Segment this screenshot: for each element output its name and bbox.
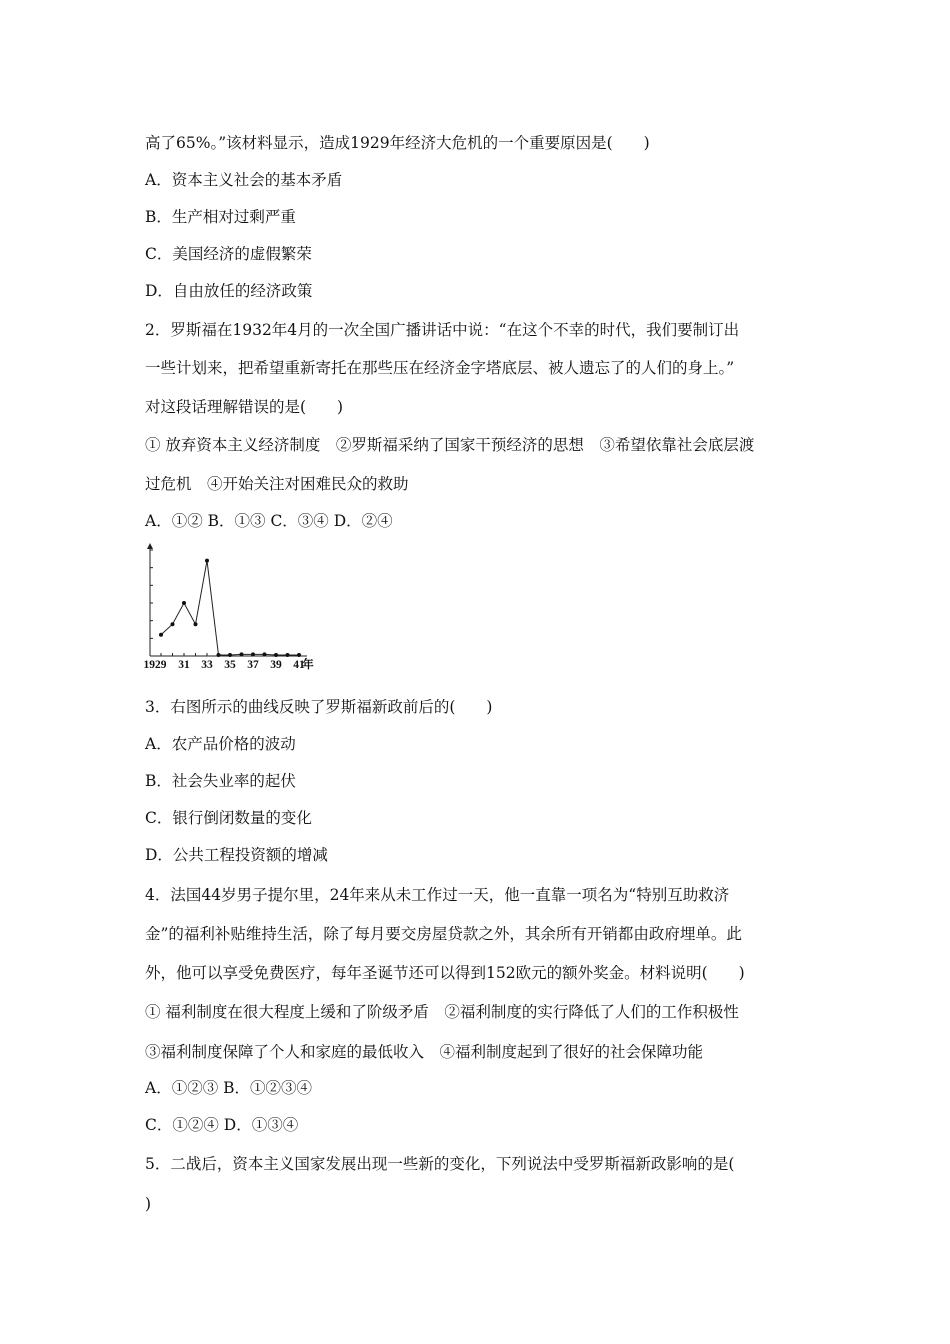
text-line: 2．罗斯福在1932年4月的一次全国广播讲话中说：“在这个不幸的时代，我们要制订出 [145,321,740,339]
text-line: A．资本主义社会的基本矛盾 [145,171,343,189]
text-line: 5．二战后，资本主义国家发展出现一些新的变化，下列说法中受罗斯福新政影响的是( [145,1155,735,1173]
data-point [228,653,232,657]
text-line: 一些计划来，把希望重新寄托在那些压在经济金字塔底层、被人遗忘了的人们的身上。” [145,359,735,377]
chart-series-line [161,561,299,655]
x-tick-label: 35 [224,659,236,671]
x-tick-label: 33 [201,659,213,671]
x-tick-label: 1929 [143,659,167,671]
data-point [297,653,301,657]
data-point [240,652,244,656]
text-line: B．社会失业率的起伏 [145,772,296,790]
text-line: D．自由放任的经济政策 [145,282,313,300]
text-line: 对这段话理解错误的是( ) [145,398,344,416]
chart-points [159,559,301,657]
data-point [263,652,267,656]
text-line: 过危机 ④开始关注对困难民众的救助 [145,475,409,493]
data-point [171,622,175,626]
text-line: 高了65%。”该材料显示，造成1929年经济大危机的一个重要原因是( ) [145,134,650,152]
line-chart [140,540,340,675]
data-point [286,653,290,657]
text-line: C．①②④ D．①③④ [145,1116,299,1134]
text-line: A．①②③ B．①②③④ [145,1079,313,1097]
y-axis-arrow [147,543,153,549]
data-point [159,633,163,637]
x-axis-unit: 年 [302,659,314,671]
text-line: D．公共工程投资额的增减 [145,846,328,864]
data-point [205,559,209,563]
chart-axes [147,543,307,656]
text-line: 外，他可以享受免费医疗，每年圣诞节还可以得到152欧元的额外奖金。材料说明( ) [145,964,745,982]
chart-tick-labels [144,657,315,671]
data-point [274,653,278,657]
data-point [217,653,221,657]
text-line: C．美国经济的虚假繁荣 [145,245,312,263]
text-line: A．农产品价格的波动 [145,735,296,753]
text-line: 金”的福利补贴维持生活，除了每月要交房屋贷款之外，其余所有开销都由政府埋单。此 [145,925,742,943]
data-point [251,652,255,656]
series-line [161,561,299,655]
text-line: ① 福利制度在很大程度上缓和了阶级矛盾 ②福利制度的实行降低了人们的工作积极性 [145,1003,739,1021]
text-line: ① 放弃资本主义经济制度 ②罗斯福采纳了国家干预经济的思想 ③希望依靠社会底层渡 [145,436,755,454]
data-point [194,622,198,626]
x-tick-label: 31 [178,659,190,671]
text-line: A．①② B．①③ C．③④ D．②④ [145,512,393,530]
text-line: 4．法国44岁男子提尔里，24年来从未工作过一天，他一直靠一项名为“特别互助救济 [145,886,730,904]
text-line: B．生产相对过剩严重 [145,208,296,226]
text-line: C．银行倒闭数量的变化 [145,809,312,827]
x-tick-label: 39 [270,659,282,671]
text-line: ③福利制度保障了个人和家庭的最低收入 ④福利制度起到了很好的社会保障功能 [145,1043,704,1061]
x-tick-label: 41 [293,659,305,671]
text-line: ) [145,1195,152,1213]
x-tick-label: 37 [247,659,259,671]
data-point [182,601,186,605]
text-line: 3．右图所示的曲线反映了罗斯福新政前后的( ) [145,698,493,716]
